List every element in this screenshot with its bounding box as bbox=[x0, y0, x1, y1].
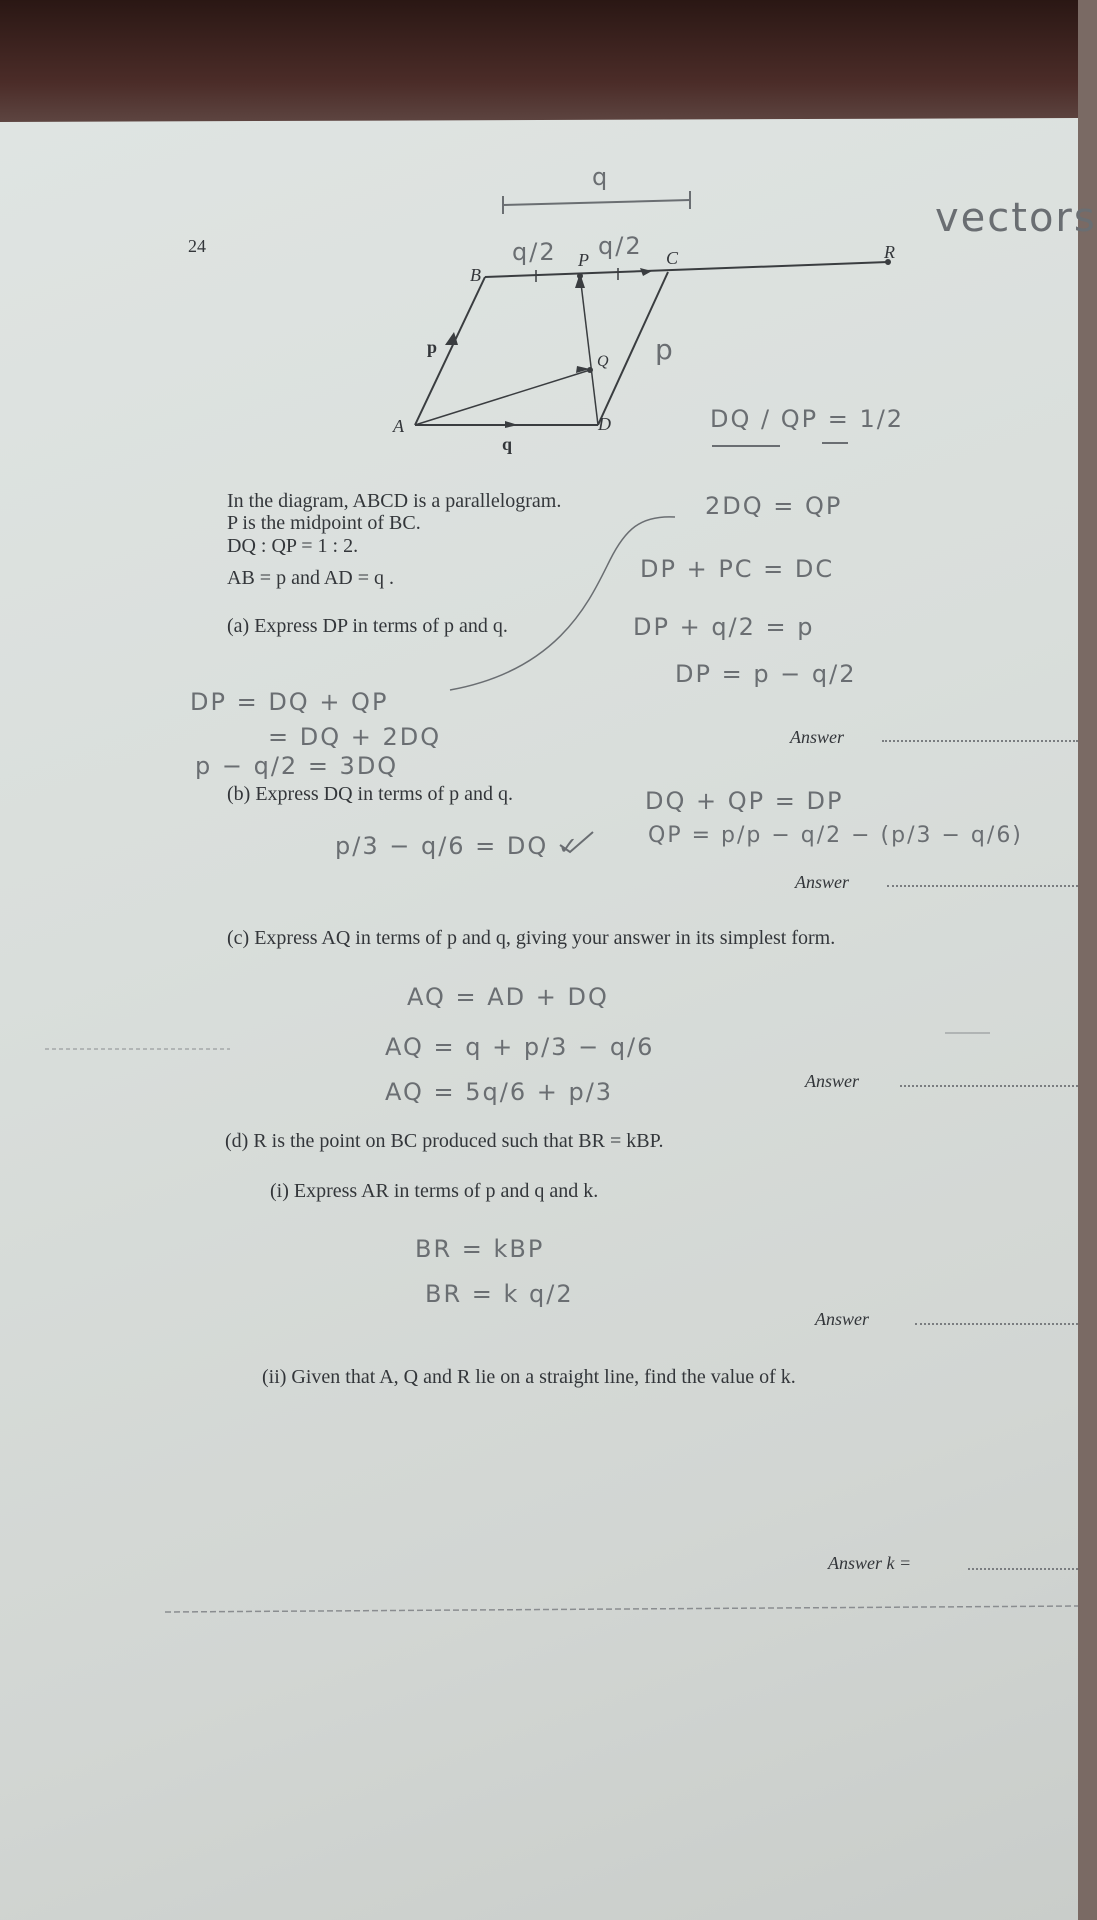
side-label-p: p bbox=[427, 337, 438, 357]
part-a-work-right-2: 2DQ = QP bbox=[705, 492, 843, 520]
part-b-work-2: DQ + QP = DP bbox=[645, 787, 844, 815]
part-d-i-work-1: BR = kBP bbox=[415, 1235, 545, 1263]
part-d-i-work-2: BR = k q/2 bbox=[425, 1280, 574, 1308]
part-a-work-left-2: = DQ + 2DQ bbox=[268, 723, 442, 751]
part-c-work-3: AQ = 5q/6 + p/3 bbox=[385, 1078, 614, 1106]
part-c-answer-line bbox=[900, 1085, 1078, 1087]
intro-line-4: AB = p and AD = q . bbox=[227, 567, 395, 589]
point-label-p: P bbox=[578, 250, 589, 270]
part-a-work-left-1: DP = DQ + QP bbox=[190, 688, 389, 716]
side-label-q: q bbox=[502, 434, 513, 454]
point-label-b: B bbox=[470, 265, 481, 285]
hand-label-q-half-1: q/2 bbox=[512, 238, 557, 266]
part-a-work-left-3: p − q/2 = 3DQ bbox=[195, 752, 399, 780]
part-c-answer-label: Answer bbox=[805, 1071, 859, 1091]
part-d-intro: (d) R is the point on BC produced such that BR = kBP. bbox=[225, 1130, 664, 1152]
part-b-answer-label: Answer bbox=[795, 872, 849, 892]
part-c-work-2: AQ = q + p/3 − q/6 bbox=[385, 1033, 655, 1061]
intro-line-3: DQ : QP = 1 : 2. bbox=[227, 535, 359, 557]
part-a-work-right-4: DP + q/2 = p bbox=[633, 613, 815, 641]
point-label-d: D bbox=[598, 414, 611, 434]
point-label-c: C bbox=[666, 248, 679, 268]
point-label-q: Q bbox=[597, 353, 609, 370]
margin-note: vectors bbox=[935, 195, 1097, 241]
part-b-work-1: p/3 − q/6 = DQ ✓ bbox=[335, 832, 581, 860]
part-d-ii-question: (ii) Given that A, Q and R lie on a straight line, find the value of k. bbox=[262, 1366, 796, 1388]
hand-label-p-dc: p bbox=[655, 333, 675, 366]
point-label-a: A bbox=[393, 416, 404, 436]
part-d-i-answer-label: Answer bbox=[815, 1309, 869, 1329]
part-d-i-answer-line bbox=[915, 1323, 1078, 1325]
part-a-work-right-3: DP + PC = DC bbox=[640, 555, 835, 583]
point-label-r: R bbox=[884, 242, 895, 262]
part-c-question: (c) Express AQ in terms of p and q, giving your answer in its simplest form. bbox=[227, 927, 836, 949]
part-a-work-right-1: DQ / QP = 1/2 bbox=[710, 405, 905, 433]
part-a-work-right-5: DP = p − q/2 bbox=[675, 660, 857, 688]
part-a-answer-label: Answer bbox=[790, 727, 844, 747]
part-b-answer-line bbox=[887, 885, 1078, 887]
hand-label-q-half-2: q/2 bbox=[598, 232, 643, 260]
part-a-answer-line bbox=[882, 740, 1078, 742]
page-number: 24 bbox=[188, 236, 206, 256]
part-b-question: (b) Express DQ in terms of p and q. bbox=[227, 783, 514, 805]
part-d-ii-answer-line bbox=[968, 1568, 1078, 1570]
intro-line-1: In the diagram, ABCD is a parallelogram. bbox=[227, 490, 562, 512]
part-d-ii-answer-label: Answer k = bbox=[828, 1553, 912, 1573]
part-d-i-question: (i) Express AR in terms of p and q and k. bbox=[270, 1180, 599, 1202]
part-c-work-1: AQ = AD + DQ bbox=[407, 983, 609, 1011]
part-b-work-3: QP = p/p − q/2 − (p/3 − q/6) bbox=[648, 823, 1023, 848]
hand-label-q-top: q bbox=[592, 163, 610, 191]
intro-line-2: P is the midpoint of BC. bbox=[227, 512, 421, 534]
part-a-question: (a) Express DP in terms of p and q. bbox=[227, 615, 508, 637]
